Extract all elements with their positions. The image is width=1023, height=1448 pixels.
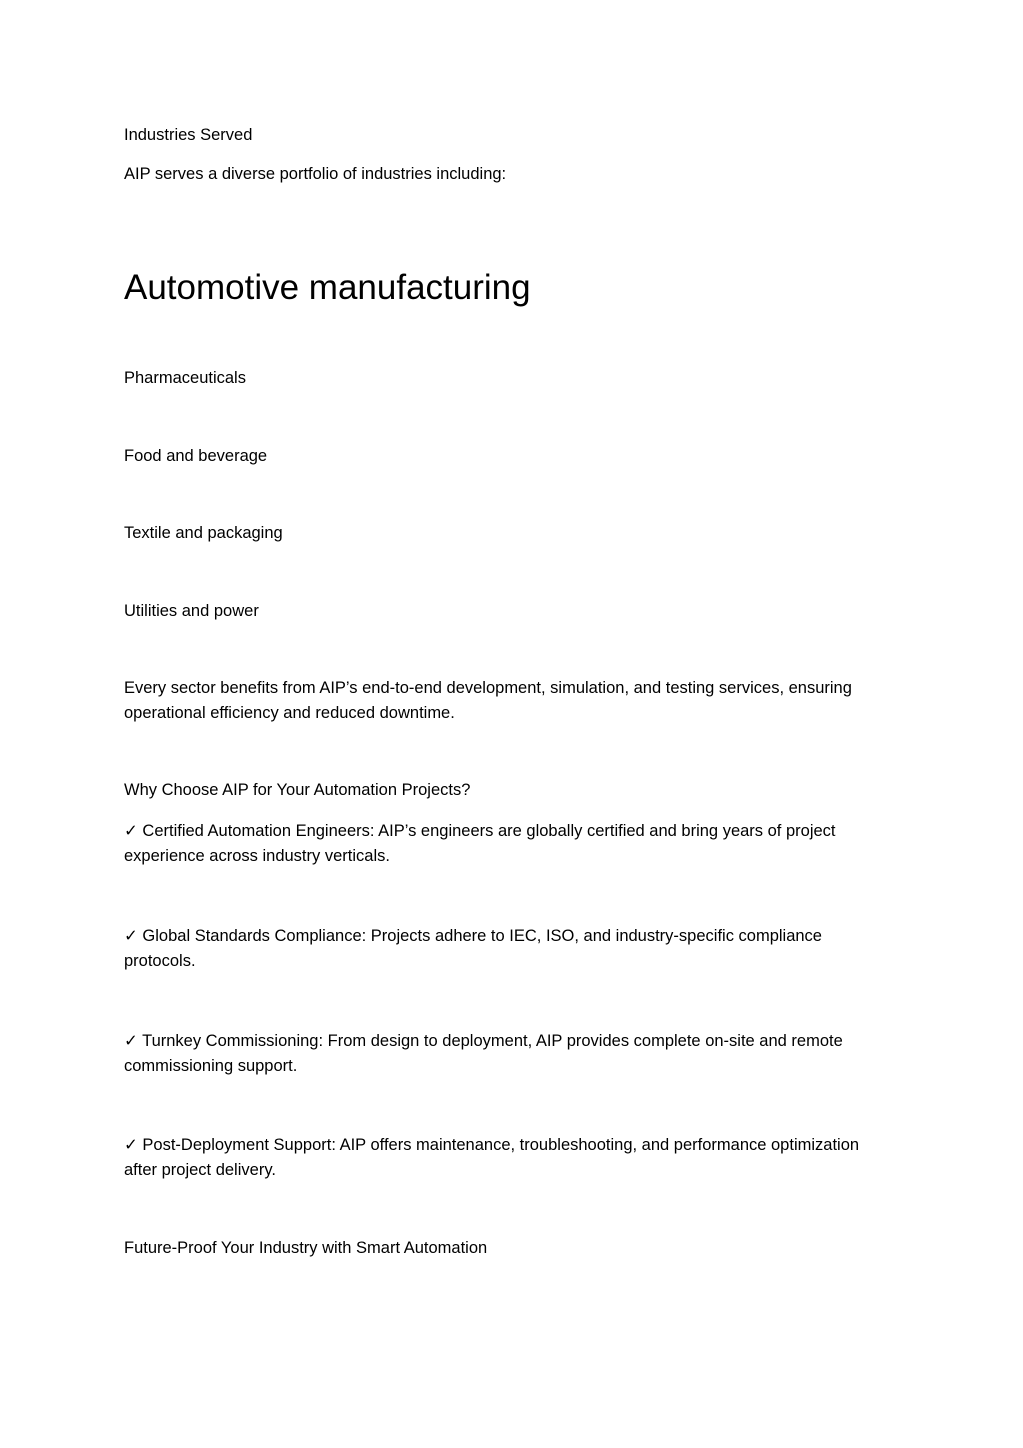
benefit-item-certified-engineers: ✓ Certified Automation Engineers: AIP’s engineers are globally certified and bring years of project experience across industry verticals. bbox=[124, 822, 836, 865]
section-heading: Industries Served bbox=[124, 126, 253, 144]
industry-item-utilities-power: Utilities and power bbox=[124, 602, 259, 620]
closing-heading: Future-Proof Your Industry with Smart Automation bbox=[124, 1239, 488, 1257]
industry-item-pharmaceuticals: Pharmaceuticals bbox=[124, 369, 246, 387]
benefit-item-standards-compliance: ✓ Global Standards Compliance: Projects adhere to IEC, ISO, and industry-specific compliance protocols. bbox=[124, 927, 822, 970]
industry-item-textile-packaging: Textile and packaging bbox=[124, 524, 283, 542]
benefit-item-post-deployment-support: ✓ Post-Deployment Support: AIP offers maintenance, troubleshooting, and performance optimization after project delivery. bbox=[124, 1136, 860, 1179]
summary-paragraph: Every sector benefits from AIP’s end-to-end development, simulation, and testing services, ensuring operational efficiency and reduced downtime. bbox=[124, 679, 852, 722]
intro-paragraph: AIP serves a diverse portfolio of industries including: bbox=[124, 165, 507, 183]
benefit-item-turnkey-commissioning: ✓ Turnkey Commissioning: From design to deployment, AIP provides complete on-site and remote commissioning support. bbox=[124, 1032, 843, 1075]
industry-item-automotive: Automotive manufacturing bbox=[124, 268, 531, 307]
why-heading: Why Choose AIP for Your Automation Projects? bbox=[124, 781, 471, 799]
industry-item-food-beverage: Food and beverage bbox=[124, 447, 268, 465]
